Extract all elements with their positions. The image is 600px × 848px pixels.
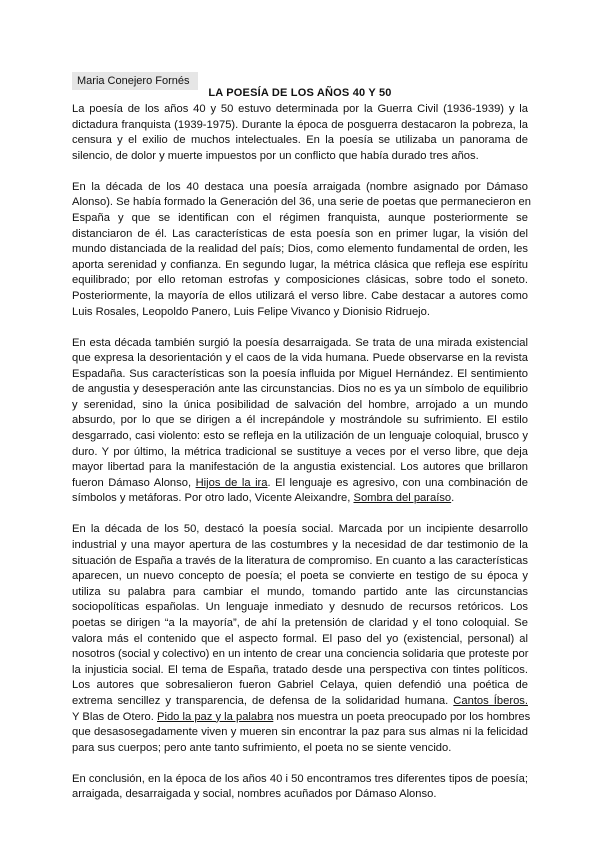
paragraph [72,336,528,508]
line-text: Alonso). Se había formado la Generación del 36, una serie de poetas que permanecieron en [72,196,531,209]
line-text: sociopolíticas españolas. Un lenguaje inmediato y desnudo de recursos retóricos. Los [72,601,528,614]
line-text: industrial y una mayor apertura de las costumbres y la necesidad de dar testimonio de la [72,539,528,552]
line-text: aporta serenidad y confianza. En segundo lugar, la métrica clásica que refleja ese espíritu [72,258,528,271]
text-line [72,663,528,679]
text-line [72,102,528,118]
line-text: equilibrado; por ello retoman estrofas y composiciones clásicas, sobre todo el soneto. [72,274,528,287]
line-text: En la década de los 50, destacó la poesía social. Marcada por un incipiente desarrollo [72,523,528,536]
line-text: distanciaron de él. Las características de esta poesía son en primer lugar, la visión del [72,227,528,240]
text-line [72,710,531,726]
line-text: fueron Dámaso Alonso, [72,476,196,489]
text-line [72,460,528,476]
line-text: la injusticia social. El tema de España, tratado desde una perspectiva con tintes políticos. [72,663,528,676]
text-line [72,429,528,445]
text-line [72,694,528,710]
line-text: nos muestra un poeta preocupado por los hombres [273,710,531,723]
text-line [72,227,528,243]
text-line [72,538,528,554]
text-line [72,242,528,258]
paragraph [72,772,528,803]
line-text: . [451,492,455,505]
line-text: desgarrado, casi violento: esto se refleja en la utilización de un lenguaje coloquial, brusco y [72,430,528,443]
line-text: En la década de los 40 destaca una poesía arraigada (nombre asignado por Dámaso [72,180,528,193]
line-text: que expresa la desorientación y el caos de la vida humana. Puede observarse en la revista [72,352,528,365]
line-text: Espadaña. Sus características son la poesía influida por Miguel Hernández. El sentimiento [72,367,528,380]
text-line [72,787,528,803]
text-line [72,273,528,289]
line-text: y serenidad, sino la única posibilidad de salvación del hombre, arrojado a un mundo [72,398,528,411]
text-line [72,133,528,149]
line-text: En esta década también surgió la poesía desarraigada. Se trata de una mirada existencial [72,336,528,349]
work-title: Pido la paz y la palabra [157,710,274,723]
line-text: de angustia y desesperación ante las circunstancias. Dios no es ya un símbolo de equilibrio [72,383,528,396]
text-line [72,149,528,165]
text-line [72,632,528,648]
author-name: Maria Conejero Fornés [72,72,198,90]
text-line [72,522,528,538]
text-line [72,367,528,383]
line-text: arraigada, desarraigada y social, nombres acuñados por Dámaso Alonso. [72,788,437,801]
line-text: absurdo, por lo que se dirigen a él increpándole y mostrándole su sufrimiento. El estilo [72,414,528,427]
line-text: La poesía de los años 40 y 50 estuvo determinada por la Guerra Civil (1936-1939) y la [72,103,528,115]
text-line [72,382,528,398]
line-text: Posteriormente, la mayoría de ellos utilizará el verso libre. Cabe destacar a autores como [72,289,528,302]
line-text: España y que se identifican con el régimen franquista, aunque posteriormente se [72,211,528,224]
text-line [72,413,528,429]
text-line [72,476,528,492]
text-line [72,180,528,196]
line-text: valora más el contenido que el aspecto formal. El paso del yo (existencial, personal) al [72,632,528,645]
paragraph [72,102,528,164]
line-text: poetas se dirigen “a la mayoría”, de ahí la pretensión de claridad y el tono coloquial. Se [72,616,528,629]
line-text: utiliza su palabra para cambiar el mundo, tomando partido ante las circunstancias [72,585,528,598]
text-line [72,600,528,616]
text-line [72,725,528,741]
line-text: censura y el exilio de muchos intelectuales. En la poesía se utilizaba un panorama de [72,134,528,147]
text-line [72,118,528,134]
line-text: . El lenguaje es agresivo, con una combinación de [267,476,528,489]
text-line [72,336,528,352]
work-title: Hijos de la ira [195,476,268,489]
line-text: aparecen, un nuevo concepto de poesía; el poeta se convierte en testigo de su época y [72,570,528,583]
text-line [72,258,528,274]
paragraph [72,180,531,320]
text-line [72,741,528,757]
line-text: silencio, de dolor y muerte impuestos por un conflicto que había durado tres años. [72,149,479,162]
text-line [72,772,528,788]
work-title: Sombra del paraíso [353,492,452,505]
text-line [72,616,528,632]
paragraph [72,522,531,756]
line-text: Y Blas de Otero. [72,710,157,723]
line-text: nosotros (social y colectivo) en un intento de crear una conciencia solidaria que proteste por [72,648,529,661]
text-line [72,305,528,321]
line-text: Los autores que sobresalieron fueron Gabriel Celaya, quien defendió una poética de [72,679,528,692]
line-text: situación de España a través de la literatura de compromiso. En cuanto a las características [72,554,528,567]
line-text: mundo distanciada de la realidad del país; Dios, como elemento fundamental de orden, les [72,243,528,256]
line-text: que desasosegadamente viven y mueren sin encontrar la paz para sus almas ni la felicidad [72,726,528,739]
text-line [72,211,528,227]
text-line [72,351,528,367]
line-text: duro. Y por último, la métrica tradicional se sustituye a veces por el verso libre, que deja [72,445,528,458]
line-text: extrema sencillez y transparencia, de defensa de la solidaridad humana. [72,694,454,707]
text-line [72,289,528,305]
work-title: Cantos Íberos. [453,694,528,707]
text-line [72,445,528,461]
document-title: LA POESÍA DE LOS AÑOS 40 Y 50 [208,87,392,99]
line-text: para sus cuerpos; pero ante tanto sufrimiento, el poeta no se siente vencido. [72,741,452,754]
text-line [72,195,531,211]
line-text: símbolos y metáforas. Por otro lado, Vicente Aleixandre, [72,492,354,505]
text-line [72,678,528,694]
text-line [72,647,528,663]
line-text: dictadura franquista (1939-1975). Durante la época de posguerra destacaron la pobreza, la [72,118,528,131]
text-line [72,554,528,570]
line-text: En conclusión, en la época de los años 40 i 50 encontramos tres diferentes tipos de poesía; [72,772,528,785]
document-body [72,102,531,818]
text-line [72,491,528,507]
line-text: mayor libertad para la manifestación de la angustia existencial. Los autores que brillaron [72,461,528,474]
text-line [72,569,528,585]
text-line [72,398,528,414]
line-text: Luis Rosales, Leopoldo Panero, Luis Felipe Vivanco y Dionisio Ridruejo. [72,305,430,318]
text-line [72,585,528,601]
